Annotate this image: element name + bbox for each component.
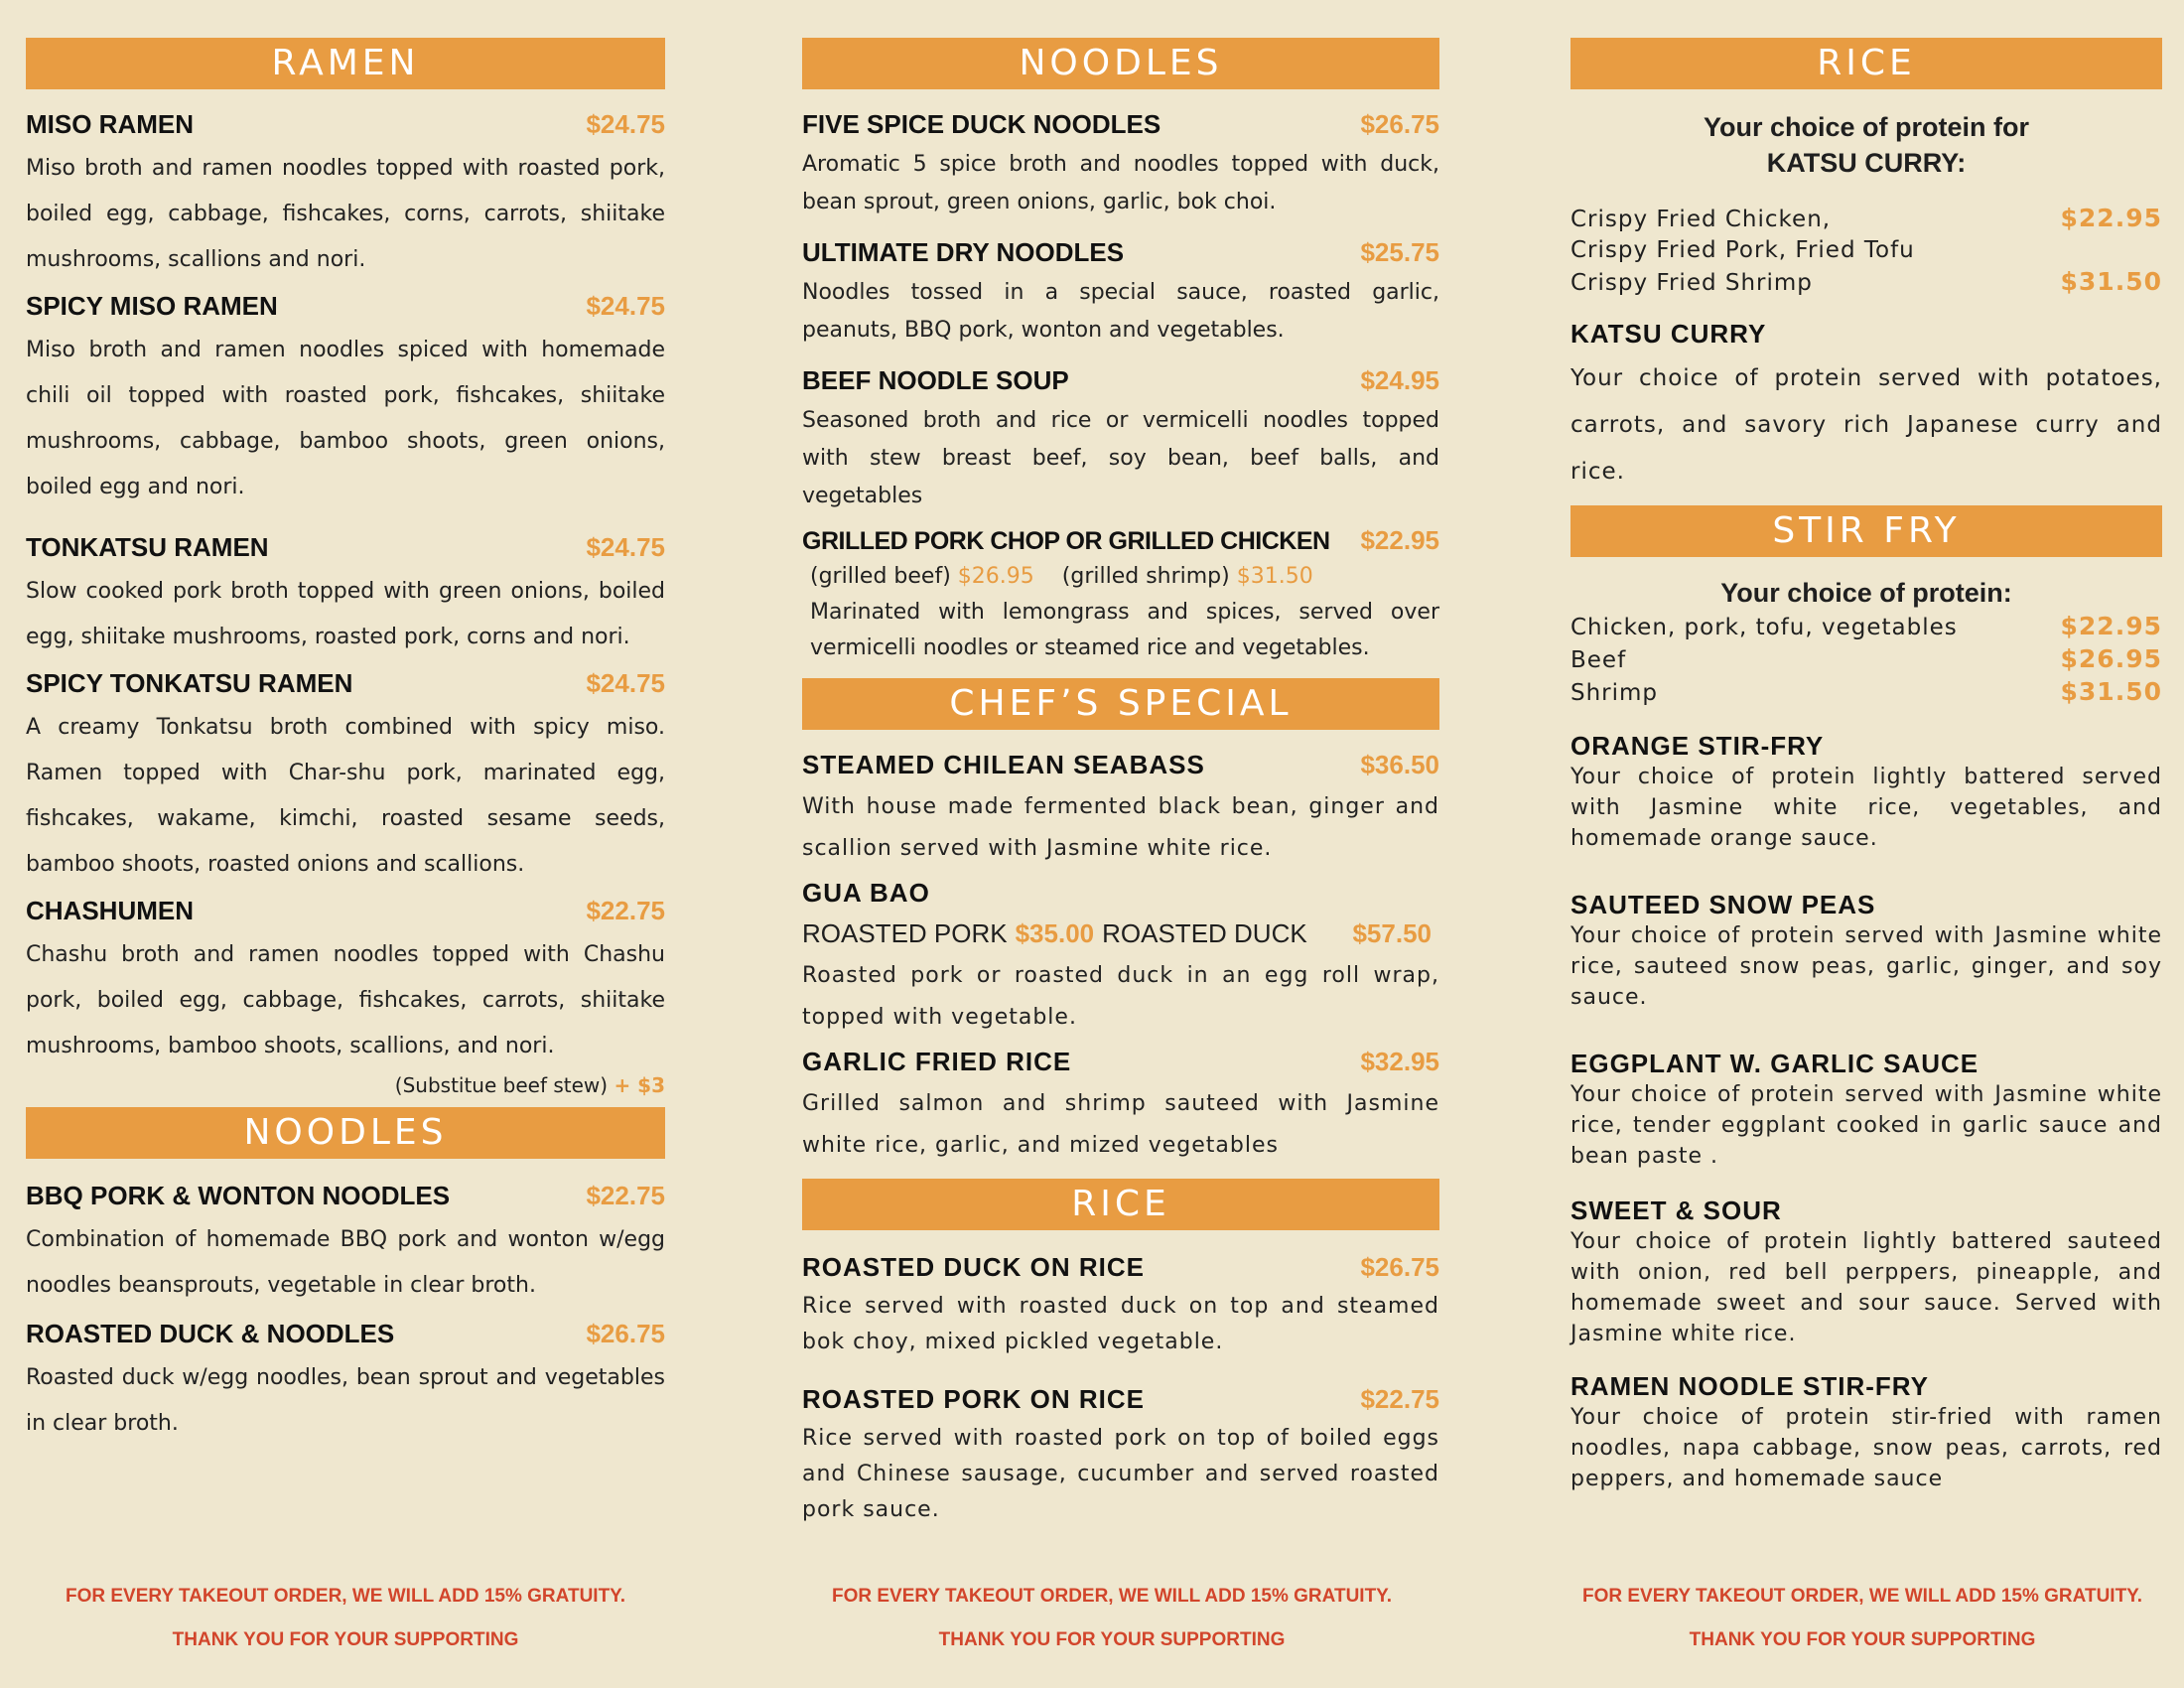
item-description: Rice served with roasted pork on top of boiled eggs and Chinese sausage, cucumber and served roasted pork sauce. bbox=[802, 1426, 1439, 1522]
menu-item bbox=[802, 750, 1439, 870]
item-name: GRILLED PORK CHOP OR GRILLED CHICKEN bbox=[802, 527, 1330, 555]
item-name: ROASTED DUCK ON RICE bbox=[802, 1252, 1146, 1282]
option-label: Crispy Fried Shrimp bbox=[1570, 270, 1813, 296]
menu-column-middle bbox=[802, 38, 1439, 1528]
item-name: ORANGE STIR-FRY bbox=[1570, 731, 1825, 761]
footer-right bbox=[1545, 1575, 2180, 1662]
item-description: Combination of homemade BBQ pork and wonton w/egg noodles beansprouts, vegetable in clear broth. bbox=[26, 1227, 665, 1298]
item-price: $24.75 bbox=[586, 291, 665, 321]
item-price: $24.75 bbox=[586, 109, 665, 139]
gua-bao-duck-price: $57.50 bbox=[1352, 918, 1432, 948]
section-header-ramen: RAMEN bbox=[26, 38, 665, 89]
option-price: $22.95 bbox=[2060, 612, 2162, 640]
list-item bbox=[1570, 203, 2162, 235]
gua-bao-pork-label: ROASTED PORK bbox=[802, 918, 1008, 948]
item-description: Your choice of protein served with potatoes, carrots, and savory rich Japanese curry and rice. bbox=[1570, 365, 2162, 485]
menu-item bbox=[26, 1319, 665, 1447]
grilled-beef-label: (grilled beef) bbox=[810, 564, 951, 589]
thank-you-note: THANK YOU FOR YOUR SUPPORTING bbox=[1689, 1629, 2036, 1650]
item-name: BBQ PORK & WONTON NOODLES bbox=[26, 1181, 451, 1210]
item-description: Roasted pork or roasted duck in an egg roll wrap, topped with vegetable. bbox=[802, 963, 1439, 1030]
menu-item bbox=[26, 896, 665, 1097]
item-name: MISO RAMEN bbox=[26, 109, 194, 139]
item-name: KATSU CURRY bbox=[1570, 319, 1767, 349]
item-description: Your choice of protein lightly battered sauteed with onion, red bell perppers, pineapple, and homemade sweet and sour sauce. Served with Jasmine white rice. bbox=[1570, 1229, 2162, 1346]
katsu-choice-line1: Your choice of protein for bbox=[1703, 112, 2029, 142]
section-header-rice: RICE bbox=[802, 1179, 1439, 1230]
section-header-noodles: NOODLES bbox=[802, 38, 1439, 89]
menu-item bbox=[802, 365, 1439, 515]
katsu-choice-line2: KATSU CURRY: bbox=[1766, 148, 1967, 178]
menu-item bbox=[802, 1252, 1439, 1360]
menu-item bbox=[1570, 890, 2162, 1013]
menu-item bbox=[802, 1384, 1439, 1528]
item-price: $24.75 bbox=[586, 668, 665, 698]
item-name: GUA BAO bbox=[802, 878, 930, 908]
footer-middle bbox=[784, 1575, 1439, 1662]
menu-item bbox=[26, 109, 665, 283]
section-header-chefs-special: CHEF’S SPECIAL bbox=[802, 678, 1439, 730]
item-description: Chashu broth and ramen noodles topped with Chashu pork, boiled egg, cabbage, fishcakes, carrots, shiitake mushrooms, bamboo shoots, scallions, and nori. bbox=[26, 942, 665, 1058]
item-price: $25.75 bbox=[1360, 237, 1439, 267]
gratuity-notice: FOR EVERY TAKEOUT ORDER, WE WILL ADD 15% GRATUITY. bbox=[1581, 1586, 2143, 1607]
grilled-beef-price: $26.95 bbox=[957, 564, 1034, 589]
item-name: STEAMED CHILEAN SEABASS bbox=[802, 750, 1205, 779]
option-label: Shrimp bbox=[1570, 680, 1659, 706]
menu-item bbox=[802, 525, 1439, 666]
item-name: BEEF NOODLE SOUP bbox=[802, 365, 1069, 395]
item-price: $26.75 bbox=[1360, 109, 1439, 139]
menu-item bbox=[802, 237, 1439, 350]
item-description: Aromatic 5 spice broth and noodles topped with duck, bean sprout, green onions, garlic, bok choi. bbox=[802, 152, 1439, 214]
stirfry-options bbox=[1570, 611, 2162, 709]
option-label: Chicken, pork, tofu, vegetables bbox=[1570, 615, 1958, 640]
option-label: Crispy Fried Pork, Fried Tofu bbox=[1570, 237, 1915, 263]
item-description: Seasoned broth and rice or vermicelli noodles topped with stew breast beef, soy bean, beef balls, and vegetables bbox=[802, 408, 1439, 508]
menu-item bbox=[802, 878, 1439, 1039]
option-price: $31.50 bbox=[2060, 267, 2162, 296]
item-description: Your choice of protein served with Jasmine white rice, tender eggplant cooked in garlic sauce and bean paste . bbox=[1570, 1082, 2162, 1169]
item-description: Roasted duck w/egg noodles, bean sprout and vegetables in clear broth. bbox=[26, 1365, 665, 1436]
item-price: $22.95 bbox=[1360, 525, 1439, 555]
item-description: A creamy Tonkatsu broth combined with spicy miso. Ramen topped with Char-shu pork, marinated egg, fishcakes, wakame, kimchi, roasted sesame seeds, bamboo shoots, roasted onions and scallions. bbox=[26, 715, 665, 877]
menu-column-left bbox=[26, 38, 665, 1447]
footer-left bbox=[26, 1575, 665, 1662]
thank-you-note: THANK YOU FOR YOUR SUPPORTING bbox=[938, 1629, 1286, 1650]
item-description: Rice served with roasted duck on top and steamed bok choy, mixed pickled vegetable. bbox=[802, 1294, 1439, 1354]
item-description: Marinated with lemongrass and spices, served over vermicelli noodles or steamed rice and vegetables. bbox=[810, 600, 1439, 660]
substitute-note bbox=[26, 1073, 665, 1097]
item-description: Slow cooked pork broth topped with green onions, boiled egg, shiitake mushrooms, roasted pork, corns and nori. bbox=[26, 579, 665, 649]
option-price: $22.95 bbox=[2060, 204, 2162, 232]
menu-item bbox=[1570, 1049, 2162, 1172]
item-price: $22.75 bbox=[1360, 1384, 1439, 1414]
menu-item bbox=[26, 291, 665, 510]
item-name: FIVE SPICE DUCK NOODLES bbox=[802, 109, 1161, 139]
list-item bbox=[1570, 611, 2162, 643]
item-price: $36.50 bbox=[1360, 750, 1439, 779]
item-name: SPICY TONKATSU RAMEN bbox=[26, 668, 353, 698]
thank-you-note: THANK YOU FOR YOUR SUPPORTING bbox=[172, 1629, 519, 1650]
item-name: SWEET & SOUR bbox=[1570, 1196, 1782, 1225]
item-description: Miso broth and ramen noodles spiced with homemade chili oil topped with roasted pork, fishcakes, shiitake mushrooms, cabbage, bamboo shoots, green onions, boiled egg and nori. bbox=[26, 338, 665, 499]
item-price: $26.75 bbox=[1360, 1252, 1439, 1282]
item-name: ROASTED DUCK & NOODLES bbox=[26, 1319, 395, 1348]
menu-item bbox=[1570, 1196, 2162, 1349]
note-price: + $3 bbox=[614, 1073, 665, 1097]
menu-item bbox=[1570, 1371, 2162, 1494]
menu-item bbox=[26, 532, 665, 660]
menu-item bbox=[802, 109, 1439, 221]
menu-item bbox=[1570, 319, 2162, 495]
item-description: Your choice of protein stir-fried with ramen noodles, napa cabbage, snow peas, carrots, red peppers, and homemade sauce bbox=[1570, 1405, 2162, 1491]
item-name: SPICY MISO RAMEN bbox=[26, 291, 278, 321]
item-price: $24.75 bbox=[586, 532, 665, 562]
item-name: EGGPLANT W. GARLIC SAUCE bbox=[1570, 1049, 1979, 1078]
item-price: $22.75 bbox=[586, 896, 665, 925]
option-price: $31.50 bbox=[2060, 677, 2162, 706]
gua-bao-pork-price: $35.00 bbox=[1015, 918, 1095, 948]
item-name: TONKATSU RAMEN bbox=[26, 532, 269, 562]
item-description: Grilled salmon and shrimp sauteed with Jasmine white rice, garlic, and mized vegetables bbox=[802, 1091, 1439, 1158]
item-price: $22.75 bbox=[586, 1181, 665, 1210]
item-price: $32.95 bbox=[1360, 1047, 1439, 1076]
item-description: With house made fermented black bean, ginger and scallion served with Jasmine white rice. bbox=[802, 794, 1439, 861]
note-text: (Substitue beef stew) bbox=[394, 1073, 609, 1097]
item-description: Your choice of protein served with Jasmine white rice, sauteed snow peas, garlic, ginger, and soy sauce. bbox=[1570, 923, 2162, 1010]
item-name: ULTIMATE DRY NOODLES bbox=[802, 237, 1125, 267]
list-item bbox=[1570, 643, 2162, 676]
option-label: Crispy Fried Chicken, bbox=[1570, 207, 1832, 232]
section-header-rice: RICE bbox=[1570, 38, 2162, 89]
gua-bao-duck-label: ROASTED DUCK bbox=[1102, 918, 1307, 948]
katsu-options bbox=[1570, 203, 2162, 299]
item-name: CHASHUMEN bbox=[26, 896, 194, 925]
grilled-shrimp-price: $31.50 bbox=[1236, 564, 1313, 589]
menu-item bbox=[1570, 731, 2162, 854]
option-label: Beef bbox=[1570, 647, 1627, 673]
menu-column-right bbox=[1570, 38, 2162, 1494]
item-name: ROASTED PORK ON RICE bbox=[802, 1384, 1146, 1414]
option-price: $26.95 bbox=[2060, 644, 2162, 673]
item-description: Miso broth and ramen noodles topped with roasted pork, boiled egg, cabbage, fishcakes, corns, carrots, shiitake mushrooms, scallions and nori. bbox=[26, 156, 665, 272]
katsu-choice-heading bbox=[1570, 109, 2162, 181]
gratuity-notice: FOR EVERY TAKEOUT ORDER, WE WILL ADD 15% GRATUITY. bbox=[65, 1586, 626, 1607]
section-header-noodles: NOODLES bbox=[26, 1107, 665, 1159]
item-price: $26.75 bbox=[586, 1319, 665, 1348]
grilled-shrimp-label: (grilled shrimp) bbox=[1061, 564, 1230, 589]
section-header-stir-fry: STIR FRY bbox=[1570, 505, 2162, 557]
menu-item bbox=[802, 1047, 1439, 1167]
list-item bbox=[1570, 676, 2162, 709]
gua-bao-options bbox=[802, 918, 1439, 949]
item-price: $24.95 bbox=[1360, 365, 1439, 395]
gratuity-notice: FOR EVERY TAKEOUT ORDER, WE WILL ADD 15% GRATUITY. bbox=[831, 1586, 1393, 1607]
stirfry-choice-heading: Your choice of protein: bbox=[1720, 578, 2012, 608]
list-item bbox=[1570, 235, 2162, 266]
item-description: Noodles tossed in a special sauce, roasted garlic, peanuts, BBQ pork, wonton and vegetables. bbox=[802, 280, 1439, 343]
item-name: RAMEN NOODLE STIR-FRY bbox=[1570, 1371, 1929, 1401]
menu-item bbox=[26, 1181, 665, 1309]
grilled-options bbox=[802, 564, 1439, 589]
list-item bbox=[1570, 266, 2162, 299]
menu-item bbox=[26, 668, 665, 888]
item-name: GARLIC FRIED RICE bbox=[802, 1047, 1072, 1076]
item-description: Your choice of protein lightly battered served with Jasmine white rice, vegetables, and homemade orange sauce. bbox=[1570, 765, 2162, 851]
item-name: SAUTEED SNOW PEAS bbox=[1570, 890, 1876, 919]
